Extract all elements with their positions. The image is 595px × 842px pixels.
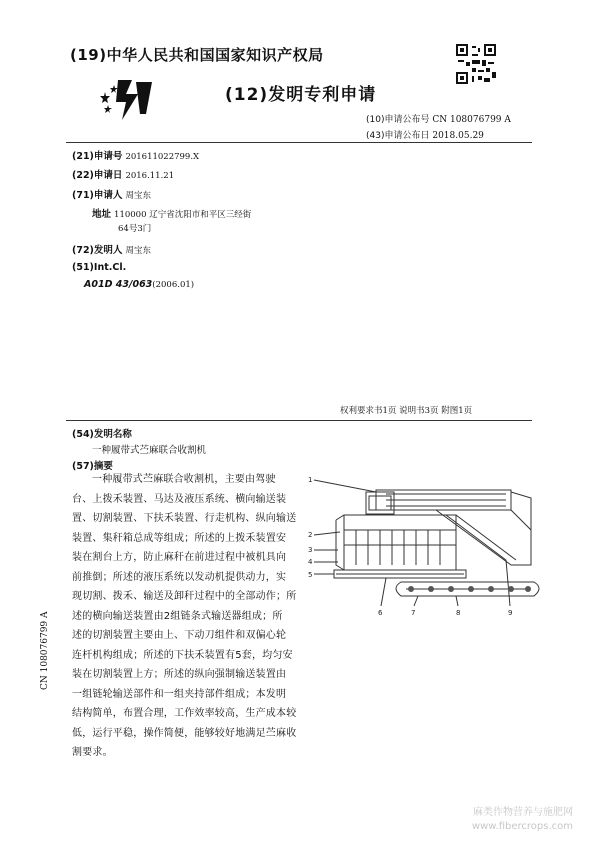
abstract-line: 装置、集秆箱总成等组成；所述的上拨禾装置安 [72, 532, 287, 544]
inventor-label: (72)发明人 [72, 245, 123, 256]
watermark [472, 806, 573, 834]
figure-number-4: 4 [308, 558, 313, 566]
inventor-value: 周宝东 [125, 246, 151, 256]
figure-number-3: 3 [308, 546, 313, 554]
counts-divider [66, 420, 532, 421]
figure-number-2: 2 [308, 531, 313, 539]
figure-number-6: 6 [378, 609, 383, 617]
address-line-2: 64号3门 [118, 224, 152, 234]
page-counts: 权利要求书1页 说明书3页 附图1页 [340, 406, 473, 416]
application-date-label: (22)申请日 [72, 170, 123, 181]
document-type: (12)发明专利申请 [225, 85, 377, 105]
invention-title: 一种履带式苎麻联合收割机 [92, 445, 207, 456]
address-label: 地址 [92, 209, 112, 220]
figure-number-9: 9 [508, 609, 513, 617]
abstract-line: 装在割台上方，防止麻秆在前进过程中被机具向 [72, 552, 287, 563]
abstract-line: 述的切割装置主要由上、下动刀组件和双偏心轮 [72, 630, 287, 641]
abstract-line: 结构简单，布置合理，工作效率较高，生产成本较 [72, 708, 297, 719]
figure-number-1: 1 [308, 476, 313, 484]
application-number-value: 201611022799.X [125, 152, 200, 162]
watermark-line-1: 麻类作物营养与施肥网 [473, 807, 573, 818]
applicant-value: 周宝东 [125, 191, 151, 201]
abstract-line: 一组链轮输送部件和一组夹持部件组成；本发明 [72, 688, 287, 700]
publication-date-label: (43)申请公布日 [366, 131, 430, 141]
publication-date-value: 2018.05.29 [432, 131, 484, 141]
address [92, 206, 251, 220]
address-line-1: 110000 辽宁省沈阳市和平区三经街 [114, 210, 252, 220]
applicant-label: (71)申请人 [72, 190, 123, 201]
abstract-line: 前推倒；所述的液压系统以发动机提供动力，实 [72, 571, 287, 583]
ipc-label: (51)Int.Cl. [72, 262, 127, 273]
abstract-line: 一种履带式苎麻联合收割机，主要由驾驶 [92, 474, 276, 485]
header-divider [66, 142, 532, 143]
cnipa-logo-icon [96, 74, 156, 122]
publication-number [366, 112, 511, 125]
application-number [72, 148, 199, 162]
figure-number-5: 5 [308, 571, 313, 579]
publication-number-label: (10)申请公布号 [366, 115, 430, 125]
application-number-label: (21)申请号 [72, 151, 123, 162]
abstract-line: 述的横向输送装置由2组链条式输送器组成；所 [72, 610, 283, 622]
ipc-code: A01D 43/063 [84, 279, 153, 290]
figure-number-7: 7 [411, 609, 416, 617]
inventor [72, 242, 151, 256]
watermark-line-2: www.fibercrops.com [471, 821, 573, 832]
ipc-classification [84, 279, 194, 290]
issuing-office: (19)中华人民共和国国家知识产权局 [70, 46, 324, 64]
abstract-line: 低，运行平稳，操作简便，能够较好地满足苎麻收 [72, 727, 297, 739]
application-date [72, 167, 174, 181]
abstract-body [72, 470, 296, 763]
invention-title-label: (54)发明名称 [72, 429, 132, 440]
abstract-line: 置、切割装置、下扶禾装置、行走机构、纵向输送 [72, 513, 297, 524]
abstract-line: 割要求。 [72, 747, 113, 758]
ipc-version: (2006.01) [152, 280, 195, 290]
harvester-drawing [306, 470, 564, 626]
figure-number-8: 8 [456, 609, 461, 617]
applicant [72, 187, 151, 201]
application-date-value: 2016.11.21 [125, 171, 175, 181]
abstract-label: (57)摘要 [72, 461, 113, 472]
publication-number-value: CN 108076799 A [432, 115, 511, 125]
abstract-line: 装在切割装置上方；所述的纵向强制输送装置由 [72, 669, 287, 680]
abstract-line: 台、上拨禾装置、马达及液压系统、横向输送装 [72, 493, 287, 505]
publication-date [366, 128, 484, 141]
abstract-line: 现切割、拨禾、输送及卸秆过程中的全部动作；所 [72, 591, 297, 602]
abstract-line: 连杆机构组成；所述的下扶禾装置有5套，均匀安 [72, 649, 293, 661]
side-publication-number: CN 108076799 A [40, 611, 50, 690]
qr-code-icon [454, 42, 498, 86]
